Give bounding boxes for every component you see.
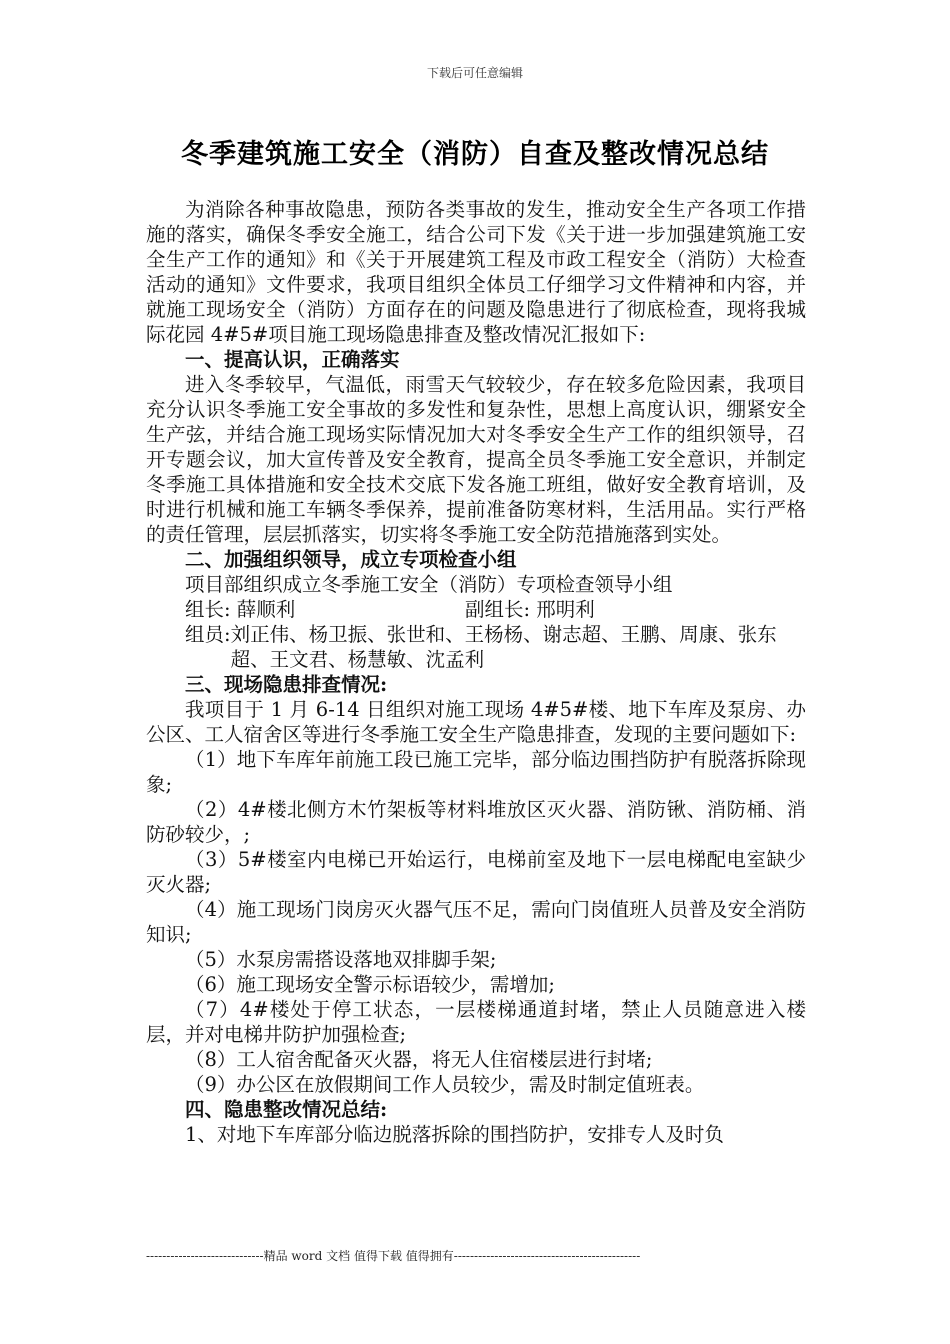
issue-item: （8）工人宿舍配备灭火器，将无人住宿楼层进行封堵; bbox=[185, 1048, 653, 1071]
section1-heading: 一、提高认识，正确落实 bbox=[185, 348, 400, 371]
section4-paragraph: 1、对地下车库部分临边脱落拆除的围挡防护，安排专人及时负 bbox=[185, 1123, 724, 1146]
leader-row bbox=[146, 597, 806, 622]
issue-item: （1）地下车库年前施工段已施工完毕，部分临边围挡防护有脱落拆除现象; bbox=[146, 748, 806, 796]
issue-item: （6）施工现场安全警示标语较少，需增加; bbox=[185, 973, 555, 996]
section3-paragraph: 我项目于 1 月 6-14 日组织对施工现场 4#5#楼、地下车库及泵房、办公区、工人宿舍区等进行冬季施工安全生产隐患排查，发现的主要问题如下: bbox=[146, 698, 806, 746]
issue-item: （4）施工现场门岗房灭火器气压不足，需向门岗值班人员普及安全消防知识; bbox=[146, 898, 806, 946]
header-note: 下载后可任意编辑 bbox=[426, 66, 523, 80]
document-title: 冬季建筑施工安全（消防）自查及整改情况总结 bbox=[181, 139, 769, 170]
members-label: 组员: bbox=[185, 623, 231, 646]
issue-item: （2）4#楼北侧方木竹架板等材料堆放区灭火器、消防锹、消防桶、消防砂较少，; bbox=[146, 798, 806, 846]
members-block bbox=[146, 622, 806, 672]
group-deputy: 副组长: 邢明利 bbox=[465, 598, 595, 621]
issue-item: （3）5#楼室内电梯已开始运行，电梯前室及地下一层电梯配电室缺少灭火器; bbox=[146, 848, 806, 896]
issue-item: （9）办公区在放假期间工作人员较少，需及时制定值班表。 bbox=[185, 1073, 705, 1096]
group-leader: 组长: 薛顺利 bbox=[185, 598, 296, 621]
intro-paragraph: 为消除各种事故隐患，预防各类事故的发生，推动安全生产各项工作措施的落实，确保冬季安全施工，结合公司下发《关于进一步加强建筑施工安全生产工作的通知》和《关于开展建筑工程及市政工程安全（消防）大检查活动的通知》文件要求，我项目组织全体员工仔细学习文件精神和内容，并就施工现场安全（消防）方面存在的问题及隐患进行了彻底检查，现将我城际花园 4#5#项目施工现场隐患排查及整改情况汇报如下: bbox=[146, 198, 806, 346]
section1-paragraph: 进入冬季较早，气温低，雨雪天气较较少，存在较多危险因素，我项目充分认识冬季施工安全事故的多发性和复杂性，思想上高度认识，绷紧安全生产弦，并结合施工现场实际情况加大对冬季安全生产工作的组织领导，召开专题会议，加大宣传普及安全教育，提高全员冬季施工安全意识，并制定冬季施工具体措施和安全技术交底下发各施工班组，做好安全教育培训，及时进行机械和施工车辆冬季保养，提前准备防寒材料，生活用品。实行严格的责任管理，层层抓落实，切实将冬季施工安全防范措施落到实处。 bbox=[146, 373, 806, 546]
section3-heading: 三、现场隐患排查情况: bbox=[185, 673, 388, 696]
document-body bbox=[146, 197, 806, 1147]
section4-heading: 四、隐患整改情况总结: bbox=[185, 1098, 388, 1121]
members-list: 刘正伟、杨卫振、张世和、王杨杨、谢志超、王鹏、周康、张东超、王文君、杨慧敏、沈孟利 bbox=[230, 623, 777, 671]
issue-item: （7）4#楼处于停工状态，一层楼梯通道封堵，禁止人员随意进入楼层，并对电梯井防护加强检查; bbox=[146, 998, 806, 1046]
footer-note: -----------------------------精品 word 文档 值得下载 值得拥有---------------------------------------------- bbox=[146, 1249, 641, 1263]
section2-heading: 二、加强组织领导，成立专项检查小组 bbox=[185, 548, 517, 571]
section2-line1: 项目部组织成立冬季施工安全（消防）专项检查领导小组 bbox=[185, 573, 673, 596]
issue-item: （5）水泵房需搭设落地双排脚手架; bbox=[185, 948, 497, 971]
